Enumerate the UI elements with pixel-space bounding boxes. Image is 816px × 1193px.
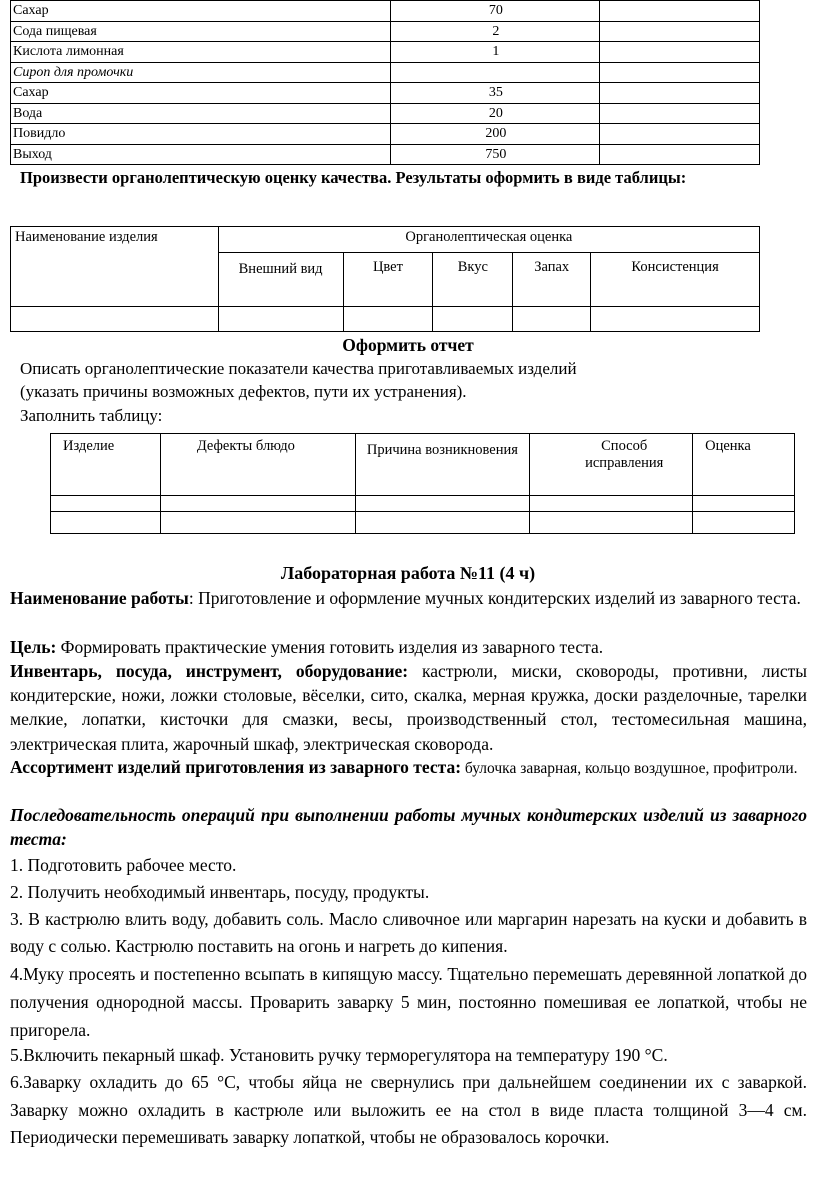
task-instruction: Произвести органолептическую оценку качества. Результаты оформить в виде таблицы: bbox=[20, 168, 687, 187]
lab-title: Лабораторная работа №11 (4 ч) bbox=[280, 563, 536, 583]
lab-step-3: 3. В кастрюлю влить воду, добавить соль. Масло сливочное или маргарин нарезать на куски и добавить в воду с солью. Кастрюлю поставить на огонь и нагреть до кипения. bbox=[10, 909, 807, 956]
recipe-row bbox=[11, 62, 760, 83]
defects-col-cause: Причина возникновения bbox=[355, 434, 530, 496]
recipe-empty-cell bbox=[600, 83, 760, 104]
report-line-1: Описать органолептические показатели качества приготавливаемых изделий bbox=[20, 359, 577, 378]
organo-header-product: Наименование изделия bbox=[11, 227, 219, 307]
recipe-ingredient: Сироп для промочки bbox=[11, 62, 391, 83]
lab-step-4: 4.Муку просеять и постепенно всыпать в кипящую массу. Тщательно перемешать деревянной лопаткой до получения однородной массы. Проварить заварку 5 мин, постоянно помешивая ее лопаткой, чтобы не пригорела. bbox=[10, 964, 807, 1040]
organo-col-taste: Вкус bbox=[433, 253, 513, 307]
organo-col-appearance: Внешний вид bbox=[218, 253, 343, 307]
organo-empty-row bbox=[11, 307, 760, 332]
recipe-quantity: 70 bbox=[390, 1, 600, 22]
recipe-table-body bbox=[11, 1, 760, 165]
recipe-ingredient: Сахар bbox=[11, 1, 391, 22]
lab-assortment-text: булочка заварная, кольцо воздушное, профитроли. bbox=[461, 760, 798, 777]
defects-table bbox=[50, 433, 795, 534]
lab-goal-text: Формировать практические умения готовить изделия из заварного теста. bbox=[56, 637, 604, 657]
recipe-quantity: 35 bbox=[390, 83, 600, 104]
defects-empty-row bbox=[51, 496, 795, 512]
lab-inventory-label: Инвентарь, посуда, инструмент, оборудование: bbox=[10, 661, 409, 681]
recipe-quantity: 750 bbox=[390, 144, 600, 165]
recipe-row bbox=[11, 21, 760, 42]
recipe-table bbox=[10, 0, 760, 165]
lab-step-5: 5.Включить пекарный шкаф. Установить ручку терморегулятора на температуру 190 °С. bbox=[10, 1045, 668, 1065]
lab-sequence-title: Последовательность операций при выполнении работы мучных кондитерских изделий из заварного теста: bbox=[10, 805, 807, 850]
recipe-empty-cell bbox=[600, 62, 760, 83]
recipe-quantity: 1 bbox=[390, 42, 600, 63]
recipe-row bbox=[11, 144, 760, 165]
recipe-ingredient: Выход bbox=[11, 144, 391, 165]
recipe-ingredient: Вода bbox=[11, 103, 391, 124]
lab-step-1: 1. Подготовить рабочее место. bbox=[10, 855, 237, 875]
recipe-empty-cell bbox=[600, 1, 760, 22]
lab-goal-paragraph bbox=[10, 635, 807, 659]
recipe-quantity: 2 bbox=[390, 21, 600, 42]
recipe-row bbox=[11, 83, 760, 104]
lab-name-label: Наименование работы bbox=[10, 588, 189, 608]
report-line-2: (указать причины возможных дефектов, пути их устранения). bbox=[20, 382, 467, 401]
defects-col-defects: Дефекты блюдо bbox=[160, 434, 355, 496]
recipe-quantity bbox=[390, 62, 600, 83]
lab-name-paragraph bbox=[10, 586, 807, 610]
lab-step-6: 6.Заварку охладить до 65 °С, чтобы яйца не свернулись при дальнейшем соединении их с заваркой. Заварку можно охладить в кастрюле или выложить ее на стол в виде пласта толщиной 3—4 см. Периодически перемешивать заварку лопаткой, чтобы не образовалось корочки. bbox=[10, 1072, 807, 1147]
recipe-empty-cell bbox=[600, 103, 760, 124]
organo-col-color: Цвет bbox=[343, 253, 433, 307]
defects-col-fix: Способ исправления bbox=[530, 434, 693, 496]
recipe-empty-cell bbox=[600, 124, 760, 145]
defects-empty-row bbox=[51, 512, 795, 534]
recipe-empty-cell bbox=[600, 42, 760, 63]
organo-col-smell: Запах bbox=[513, 253, 591, 307]
recipe-row bbox=[11, 42, 760, 63]
report-title: Оформить отчет bbox=[342, 335, 474, 355]
recipe-ingredient: Повидло bbox=[11, 124, 391, 145]
recipe-ingredient: Сода пищевая bbox=[11, 21, 391, 42]
lab-goal-label: Цель: bbox=[10, 637, 57, 657]
recipe-ingredient: Кислота лимонная bbox=[11, 42, 391, 63]
recipe-quantity: 200 bbox=[390, 124, 600, 145]
recipe-ingredient: Сахар bbox=[11, 83, 391, 104]
recipe-row bbox=[11, 124, 760, 145]
organo-header-group: Органолептическая оценка bbox=[218, 227, 759, 253]
organo-col-consistency: Консистенция bbox=[591, 253, 760, 307]
recipe-row bbox=[11, 1, 760, 22]
recipe-empty-cell bbox=[600, 144, 760, 165]
lab-inventory-paragraph bbox=[10, 659, 807, 756]
lab-assortment-paragraph bbox=[10, 755, 807, 781]
recipe-quantity: 20 bbox=[390, 103, 600, 124]
defects-col-grade: Оценка bbox=[693, 434, 795, 496]
organoleptic-table bbox=[10, 226, 760, 332]
lab-step-2: 2. Получить необходимый инвентарь, посуду, продукты. bbox=[10, 882, 430, 902]
report-line-3: Заполнить таблицу: bbox=[20, 406, 163, 425]
lab-inventory-text: кастрюли, миски, сковороды, противни, листы кондитерские, ножи, ложки столовые, вёселки, сито, скалка, мерная кружка, доски разделочные, тарелки мелкие, лопатки, кисточки для смазки, весы, производственный стол, тестомесильная машина, электрическая плита, жарочный шкаф, электрическая сковорода. bbox=[10, 661, 807, 754]
lab-assortment-label: Ассортимент изделий приготовления из заварного теста: bbox=[10, 757, 462, 777]
lab-name-text: : Приготовление и оформление мучных кондитерских изделий из заварного теста. bbox=[188, 588, 801, 608]
recipe-empty-cell bbox=[600, 21, 760, 42]
defects-col-product: Изделие bbox=[51, 434, 161, 496]
recipe-row bbox=[11, 103, 760, 124]
